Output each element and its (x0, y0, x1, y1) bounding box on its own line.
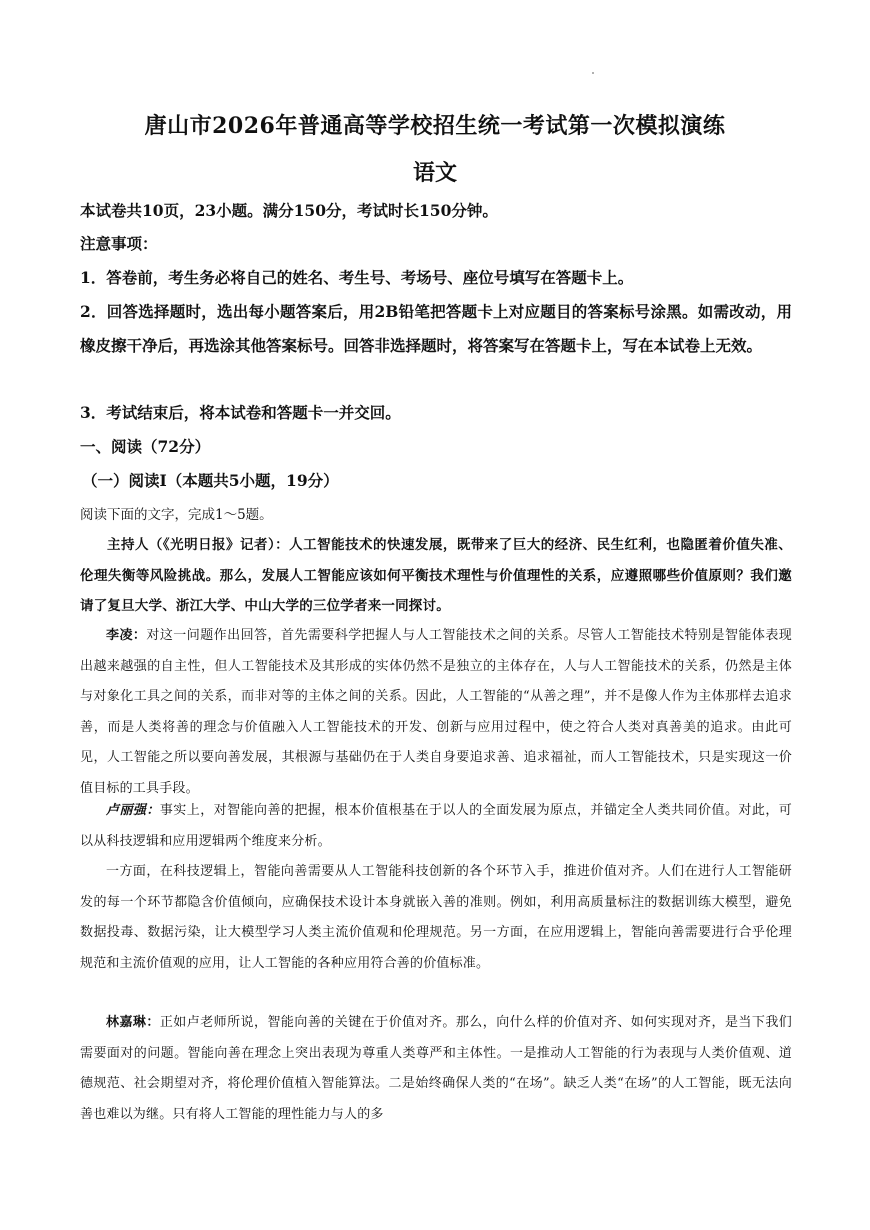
section-subheading: （一）阅读Ⅰ（本题共5小题，19分） (82, 471, 339, 490)
li-text: 对这一问题作出回答，首先需要科学把握人与人工智能技术之间的关系。尽管人工智能技术特别是智能体表现出越来越强的自主性，但人工智能技术及其形成的实体仍然不是独立的主体存在，人与人工智能技术的关系，仍然是主体与对象化工具之间的关系，而非对等的主体之间的关系。因此，人工智能的“从善之理”，并不是像人作为主体那样去追求善，而是人类将善的理念与价值融入人工智能技术的开发、创新与应用过程中，使之符合人类对真善美的追求。由此可见，人工智能之所以要向善发展，其根源与基础仍在于人类自身要追求善、追求福祉，而人工智能技术，只是实现这一价值目标的工具手段。 (80, 628, 792, 796)
subject-title: 语文 (412, 160, 457, 186)
scan-dot (592, 72, 594, 74)
section-heading: 一、阅读（72分） (80, 437, 211, 456)
exam-title: 唐山市2026年普通高等学校招生统一考试第一次模拟演练 (144, 113, 726, 139)
lin-paragraph (80, 1008, 792, 1130)
lu-text: 事实上，对智能向善的把握，根本价值根基在于以人的全面发展为原点，并锚定全人类共同价值。对此，可以从科技逻辑和应用逻辑两个维度来分析。 (80, 803, 792, 849)
lu-paragraph (80, 796, 792, 857)
li-paragraph (80, 621, 792, 804)
lin-label: 林嘉琳： (106, 1015, 160, 1030)
notice-item-1: 1．答卷前，考生务必将自己的姓名、考生号、考场号、座位号填写在答题卡上。 (80, 268, 634, 287)
lu-paragraph-2: 一方面，在科技逻辑上，智能向善需要从人工智能科技创新的各个环节入手，推进价值对齐。人们在进行人工智能研发的每一个环节都隐含价值倾向，应确保技术设计本身就嵌入善的准则。例如，利用高质量标注的数据训练大模型，避免数据投毒、数据污染，让大模型学习人类主流价值观和伦理规范。另一方面，在应用逻辑上，智能向善需要进行合乎伦理规范和主流价值观的应用，让人工智能的各种应用符合善的价值标准。 (80, 864, 792, 971)
exam-summary: 本试卷共10页，23小题。满分150分，考试时长150分钟。 (80, 201, 498, 220)
host-paragraph (80, 530, 792, 622)
notice-title: 注意事项： (80, 234, 158, 253)
host-label: 主持人（《光明日报》记者）： (107, 537, 290, 553)
notice-item-3: 3．考试结束后，将本试卷和答题卡一并交回。 (80, 403, 401, 422)
li-label: 李凌： (106, 628, 147, 643)
lu-label: 卢丽强： (106, 803, 160, 818)
lin-text: 正如卢老师所说，智能向善的关键在于价值对齐。那么，向什么样的价值对齐、如何实现对齐，是当下我们需要面对的问题。智能向善在理念上突出表现为尊重人类尊严和主体性。一是推动人工智能的行为表现与人类价值观、道德规范、社会期望对齐，将伦理价值植入智能算法。二是始终确保人类的“在场”。缺乏人类“在场”的人工智能，既无法向善也难以为继。只有将人工智能的理性能力与人的多 (80, 1015, 792, 1122)
reading-instruction: 阅读下面的文字，完成1～5题。 (80, 507, 273, 523)
notice-item-2: 2．回答选择题时，选出每小题答案后，用2B铅笔把答题卡上对应题目的答案标号涂黑。如需改动，用橡皮擦干净后，再选涂其他答案标号。回答非选择题时，将答案写在答题卡上，写在本试卷上无效。 (80, 302, 792, 355)
host-text: 人工智能技术的快速发展，既带来了巨大的经济、民生红利，也隐匿着价值失准、伦理失衡等风险挑战。那么，发展人工智能应该如何平衡技术理性与价值理性的关系，应遵照哪些价值原则？我们邀请了复旦大学、浙江大学、中山大学的三位学者来一同探讨。 (80, 537, 792, 614)
